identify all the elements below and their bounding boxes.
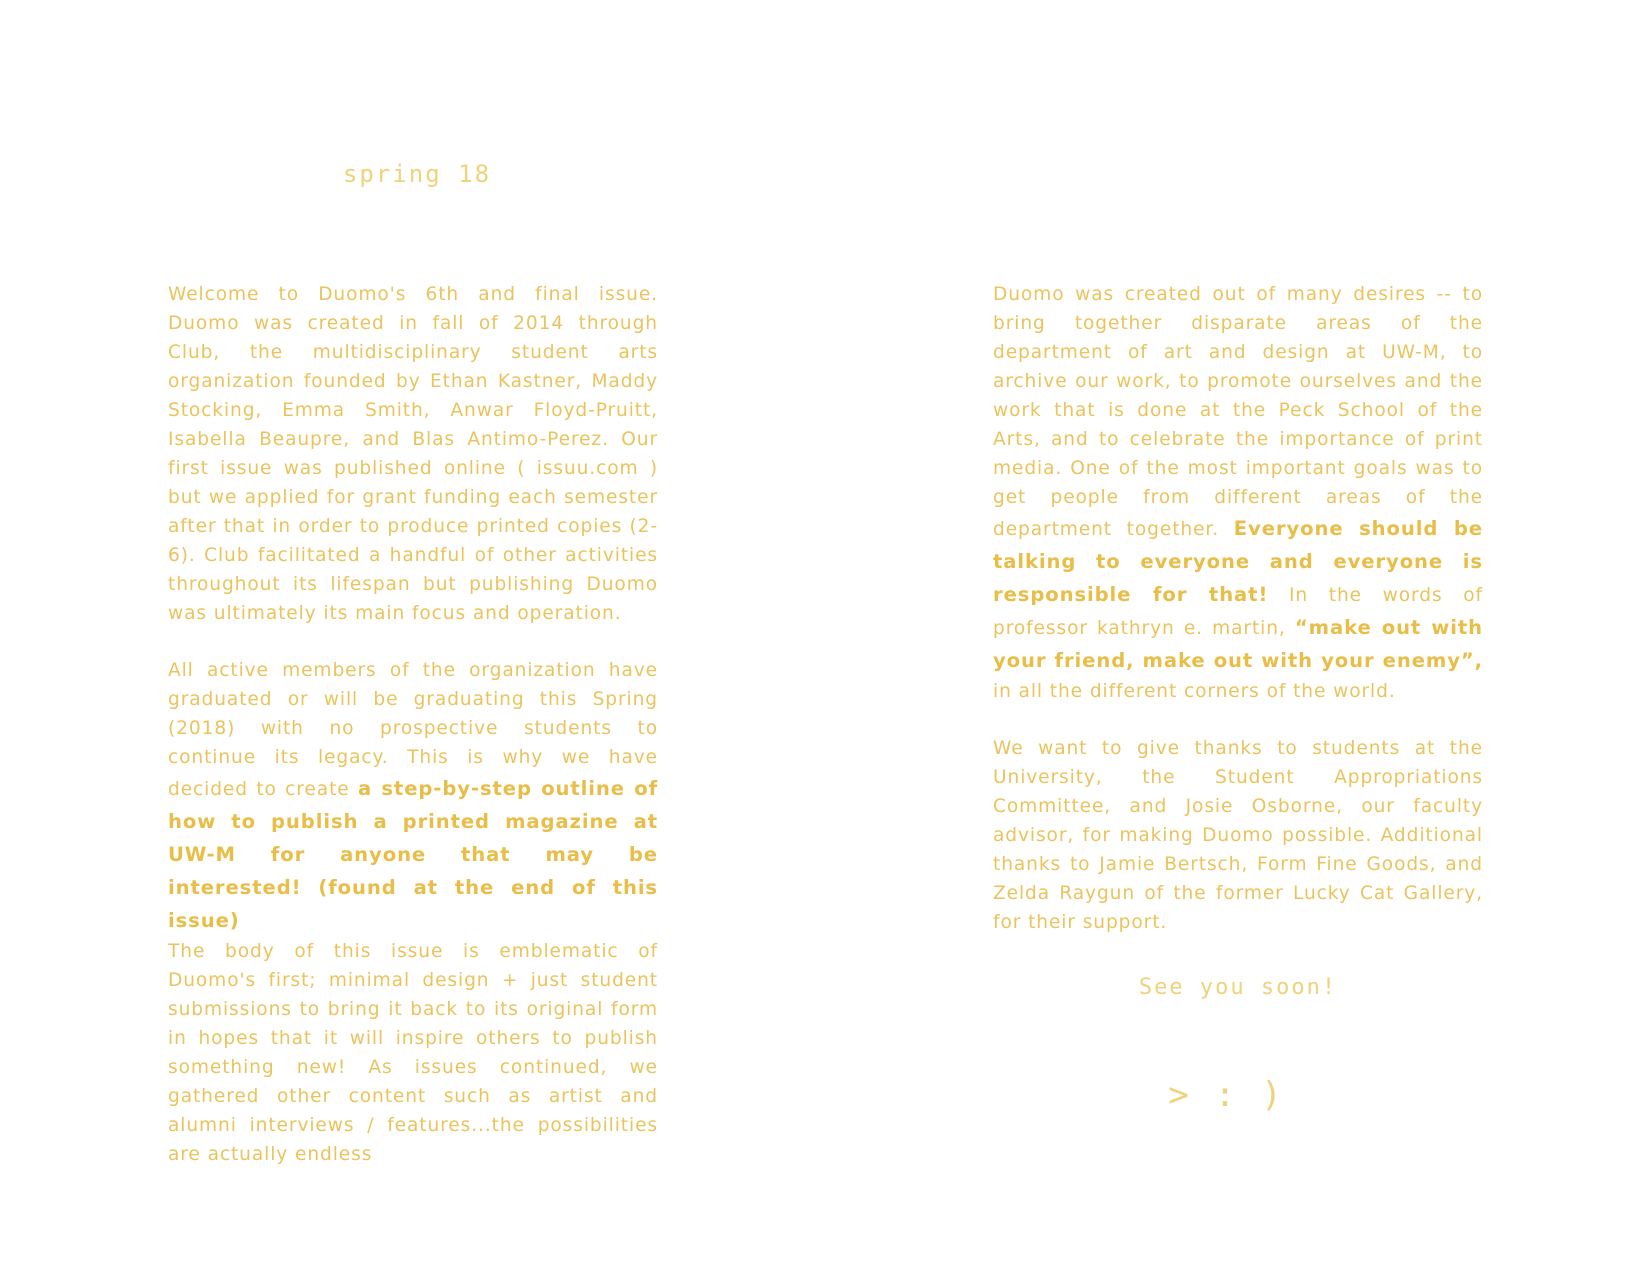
professor-text: In the words of professor kathryn e. martin,	[993, 585, 1483, 639]
issue-heading: spring 18	[342, 160, 492, 188]
signoff-text: See you soon!	[1138, 975, 1338, 1000]
quote-highlight: “make out with your friend, make out with your enemy”,	[993, 616, 1483, 672]
corners-text: in all the different corners of the world.	[993, 681, 1396, 702]
left-column	[168, 280, 658, 1197]
everyone-highlight: Everyone should be talking to everyone and everyone is responsible for that!	[993, 517, 1483, 606]
members-paragraph	[168, 656, 658, 937]
intro-paragraph: Welcome to Duomo's 6th and final issue. Duomo was created in fall of 2014 through Club, the multidisciplinary student arts organization founded by Ethan Kastner, Maddy Stocking, Emma Smith, Anwar Floyd-Pruitt, Isabella Beaupre, and Blas Antimo-Perez. Our first issue was published online ( issuu.com ) but we applied for grant funding each semester after that in order to produce printed copies (2-6). Club facilitated a handful of other activities throughout its lifespan but publishing Duomo was ultimately its main focus and operation.	[168, 284, 658, 624]
body-paragraph: The body of this issue is emblematic of Duomo's first; minimal design + just student submissions to bring it back to its original form in hopes that it will inspire others to publish something new! As issues continued, we gathered other content such as artist and alumni interviews / features...the possibilities are actually endless	[168, 941, 658, 1165]
right-column	[993, 280, 1483, 965]
smiley-face: >:)	[1168, 1075, 1308, 1115]
mission-paragraph	[993, 280, 1483, 706]
thanks-paragraph: We want to give thanks to students at the University, the Student Appropriations Committee, and Josie Osborne, our faculty advisor, for making Duomo possible. Additional thanks to Jamie Bertsch, Form Fine Goods, and Zelda Raygun of the former Lucky Cat Gallery, for their support.	[993, 738, 1483, 933]
outline-highlight: a step-by-step outline of how to publish a printed magazine at UW-M for anyone that may be interested! (found at the end of this issue)	[168, 777, 659, 932]
members-text: All active members of the organization have graduated or will be graduating this Spring (2018) with no prospective students to continue its legacy. This is why we have decided to create	[168, 660, 658, 800]
mission-text: Duomo was created out of many desires -- to bring together disparate areas of the department of art and design at UW-M, to archive our work, to promote ourselves and the work that is done at the Peck School of the Arts, and to celebrate the importance of print media. One of the most important goals was to get people from different areas of the department together.	[993, 284, 1483, 540]
